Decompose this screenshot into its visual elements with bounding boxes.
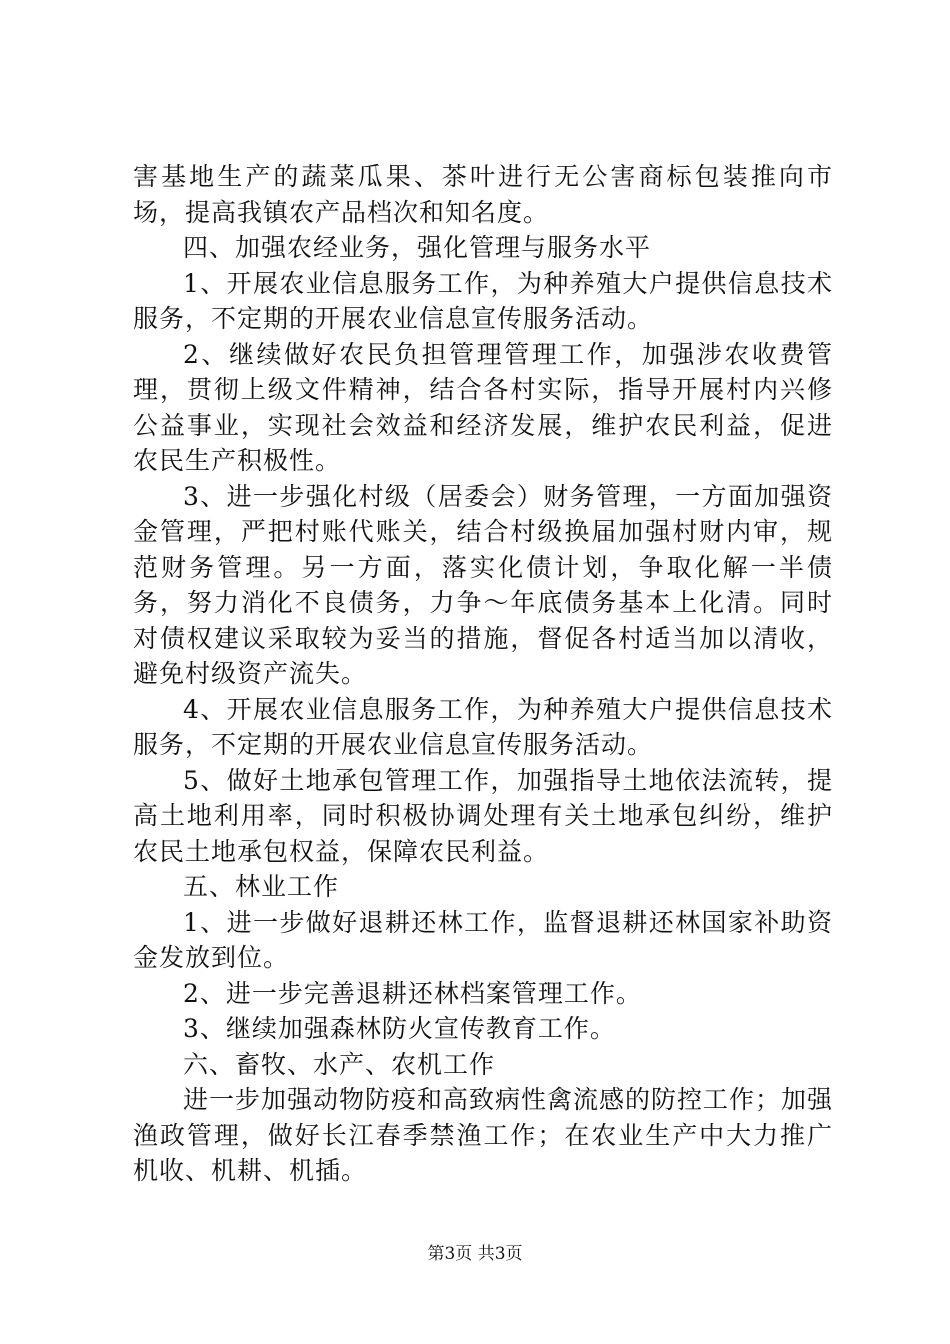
page-footer bbox=[0, 1242, 950, 1266]
paragraph-continuation: 害基地生产的蔬菜瓜果、茶叶进行无公害商标包装推向市场，提高我镇农产品档次和知名度。 bbox=[133, 162, 833, 227]
paragraph-item-4-5: 5、做好土地承包管理工作，加强指导土地依法流转，提高土地利用率，同时积极协调处理有关土地承包纠纷，维护农民土地承包权益，保障农民利益。 bbox=[133, 765, 833, 866]
section-heading-five: 五、林业工作 bbox=[183, 872, 340, 901]
paragraph-section-six: 进一步加强动物防疫和高致病性禽流感的防控工作；加强渔政管理，做好长江春季禁渔工作；在农业生产中大力推广机收、机耕、机插。 bbox=[133, 1085, 834, 1185]
paragraph-item-4-3: 3、进一步强化村级（居委会）财务管理，一方面加强资金管理，严把村账代账关，结合村级换届加强村财内审，规范财务管理。另一方面，落实化债计划，争取化解一半债务，努力消化不良债务，力争～年底债务基本上化清。同时对债权建议采取较为妥当的措施，督促各村适当加以清收，避免村级资产流失。 bbox=[133, 481, 833, 688]
document-body bbox=[133, 159, 833, 1189]
paragraph-item-5-2: 2、进一步完善退耕还林档案管理工作。 bbox=[183, 978, 642, 1008]
paragraph-item-4-4: 4、开展农业信息服务工作，为种养殖大户提供信息技术服务，不定期的开展农业信息宣传服务活动。 bbox=[133, 694, 833, 759]
paragraph-item-4-2: 2、继续做好农民负担管理管理工作，加强涉农收费管理，贯彻上级文件精神，结合各村实际，指导开展村内兴修公益事业，实现社会效益和经济发展，维护农民利益，促进农民生产积极性。 bbox=[133, 339, 833, 475]
page-number-label: 第3页 共3页 bbox=[427, 1244, 523, 1264]
section-heading-four: 四、加强农经业务，强化管理与服务水平 bbox=[183, 233, 652, 262]
paragraph-item-4-1: 1、开展农业信息服务工作，为种养殖大户提供信息技术服务，不定期的开展农业信息宣传服务活动。 bbox=[133, 268, 833, 333]
section-heading-six: 六、畜牧、水产、农机工作 bbox=[183, 1049, 496, 1079]
paragraph-item-5-3: 3、继续加强森林防火宣传教育工作。 bbox=[183, 1014, 616, 1043]
paragraph-item-5-1: 1、进一步做好退耕还林工作，监督退耕还林国家补助资金发放到位。 bbox=[133, 907, 833, 972]
